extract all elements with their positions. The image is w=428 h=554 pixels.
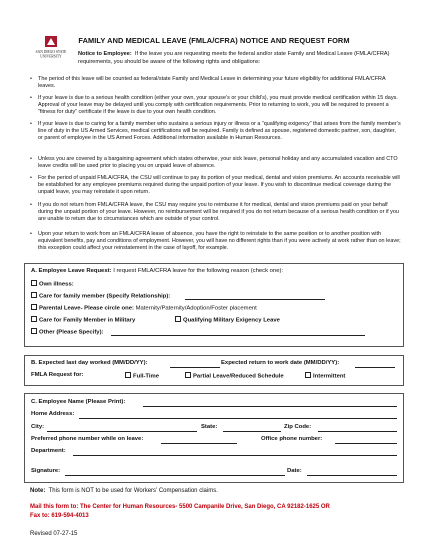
city-label: City: (31, 424, 45, 430)
full-time-checkbox[interactable] (125, 372, 131, 378)
preferred-phone-label: Preferred phone number while on leave: (31, 436, 144, 442)
parental-option[interactable]: Parental Leave- Please circle one: Maternity/Paternity/Adoption/Foster placement (31, 304, 257, 312)
full-time-option[interactable]: Full-Time (125, 372, 159, 380)
exigency-checkbox[interactable] (175, 316, 181, 322)
zip-label: Zip Code: (284, 424, 312, 430)
care-family-option[interactable]: Care for family member (Specify Relationship): (31, 292, 170, 300)
intermittent-checkbox[interactable] (305, 372, 311, 378)
employee-info-section (24, 393, 404, 483)
other-specify-field[interactable] (111, 335, 365, 336)
office-phone-field[interactable] (335, 443, 397, 444)
section-a-heading: A. Employee Leave Request: I request FMLA/CFRA leave for the following reason (check one): (31, 268, 284, 274)
notice-text: If the leave you are requesting meets the federal and/or state Family and Medical Leave (FMLA/CFRA) requirements, you should be aware of the following rights and obligations: (78, 51, 390, 65)
own-illness-option[interactable]: Own illness: (31, 280, 74, 288)
mail-instructions (30, 503, 410, 520)
svg-text:SAN DIEGO STATE: SAN DIEGO STATE (35, 50, 67, 54)
revision-date: Revised 07-27-15 (30, 531, 78, 537)
preferred-phone-field[interactable] (161, 443, 237, 444)
notice-to-employee (78, 51, 408, 66)
relationship-field[interactable] (185, 299, 325, 300)
military-checkbox[interactable] (31, 316, 37, 322)
parental-checkbox[interactable] (31, 304, 37, 310)
department-field[interactable] (73, 455, 397, 456)
return-date-label: Expected return to work date (MM/DD/YY): (221, 360, 340, 366)
signature-field[interactable] (65, 475, 285, 476)
exigency-option[interactable]: Qualifying Military Exigency Leave (175, 316, 280, 324)
compensation-note: Note: This form is NOT to be used for Workers’ Compensation claims. (30, 488, 218, 494)
partial-option[interactable]: Partial Leave/Reduced Schedule (185, 372, 284, 380)
own-illness-checkbox[interactable] (31, 280, 37, 286)
state-label: State: (201, 424, 218, 430)
date-field[interactable] (307, 475, 397, 476)
date-label: Date: (287, 468, 302, 474)
leave-request-section (24, 263, 404, 347)
signature-label: Signature: (31, 468, 61, 474)
last-day-label: B. Expected last day worked (MM/DD/YY): (31, 360, 148, 366)
office-phone-label: Office phone number: (261, 436, 323, 442)
intermittent-option[interactable]: Intermittent (305, 372, 345, 380)
notice-label: Notice to Employee: (78, 51, 132, 57)
last-day-field[interactable] (170, 367, 220, 368)
form-title: FAMILY AND MEDICAL LEAVE (FMLA/CFRA) NOTICE AND REQUEST FORM (78, 36, 350, 45)
home-address-field[interactable] (79, 418, 397, 419)
other-option[interactable]: Other (Please Specify): (31, 328, 104, 336)
military-option[interactable]: Care for Family Member in Military (31, 316, 135, 324)
zip-field[interactable] (318, 431, 397, 432)
home-address-label: Home Address: (31, 411, 75, 417)
state-field[interactable] (223, 431, 281, 432)
other-checkbox[interactable] (31, 328, 37, 334)
city-field[interactable] (47, 431, 197, 432)
fax-number: Fax to: 619-594-4013 (30, 512, 89, 519)
return-date-field[interactable] (355, 367, 395, 368)
svg-text:UNIVERSITY: UNIVERSITY (40, 54, 62, 59)
fmla-request-label: FMLA Request for: (31, 372, 84, 378)
mail-address: Mail this form to: The Center for Human Resources- 5500 Campanile Drive, San Diego, CA 92182-1625 OR (30, 504, 330, 510)
dates-section (24, 355, 404, 386)
employee-name-field[interactable] (143, 406, 397, 407)
employee-name-label: C. Employee Name (Please Print): (31, 399, 126, 405)
care-family-checkbox[interactable] (31, 292, 37, 298)
department-label: Department: (31, 448, 66, 454)
partial-checkbox[interactable] (185, 372, 191, 378)
